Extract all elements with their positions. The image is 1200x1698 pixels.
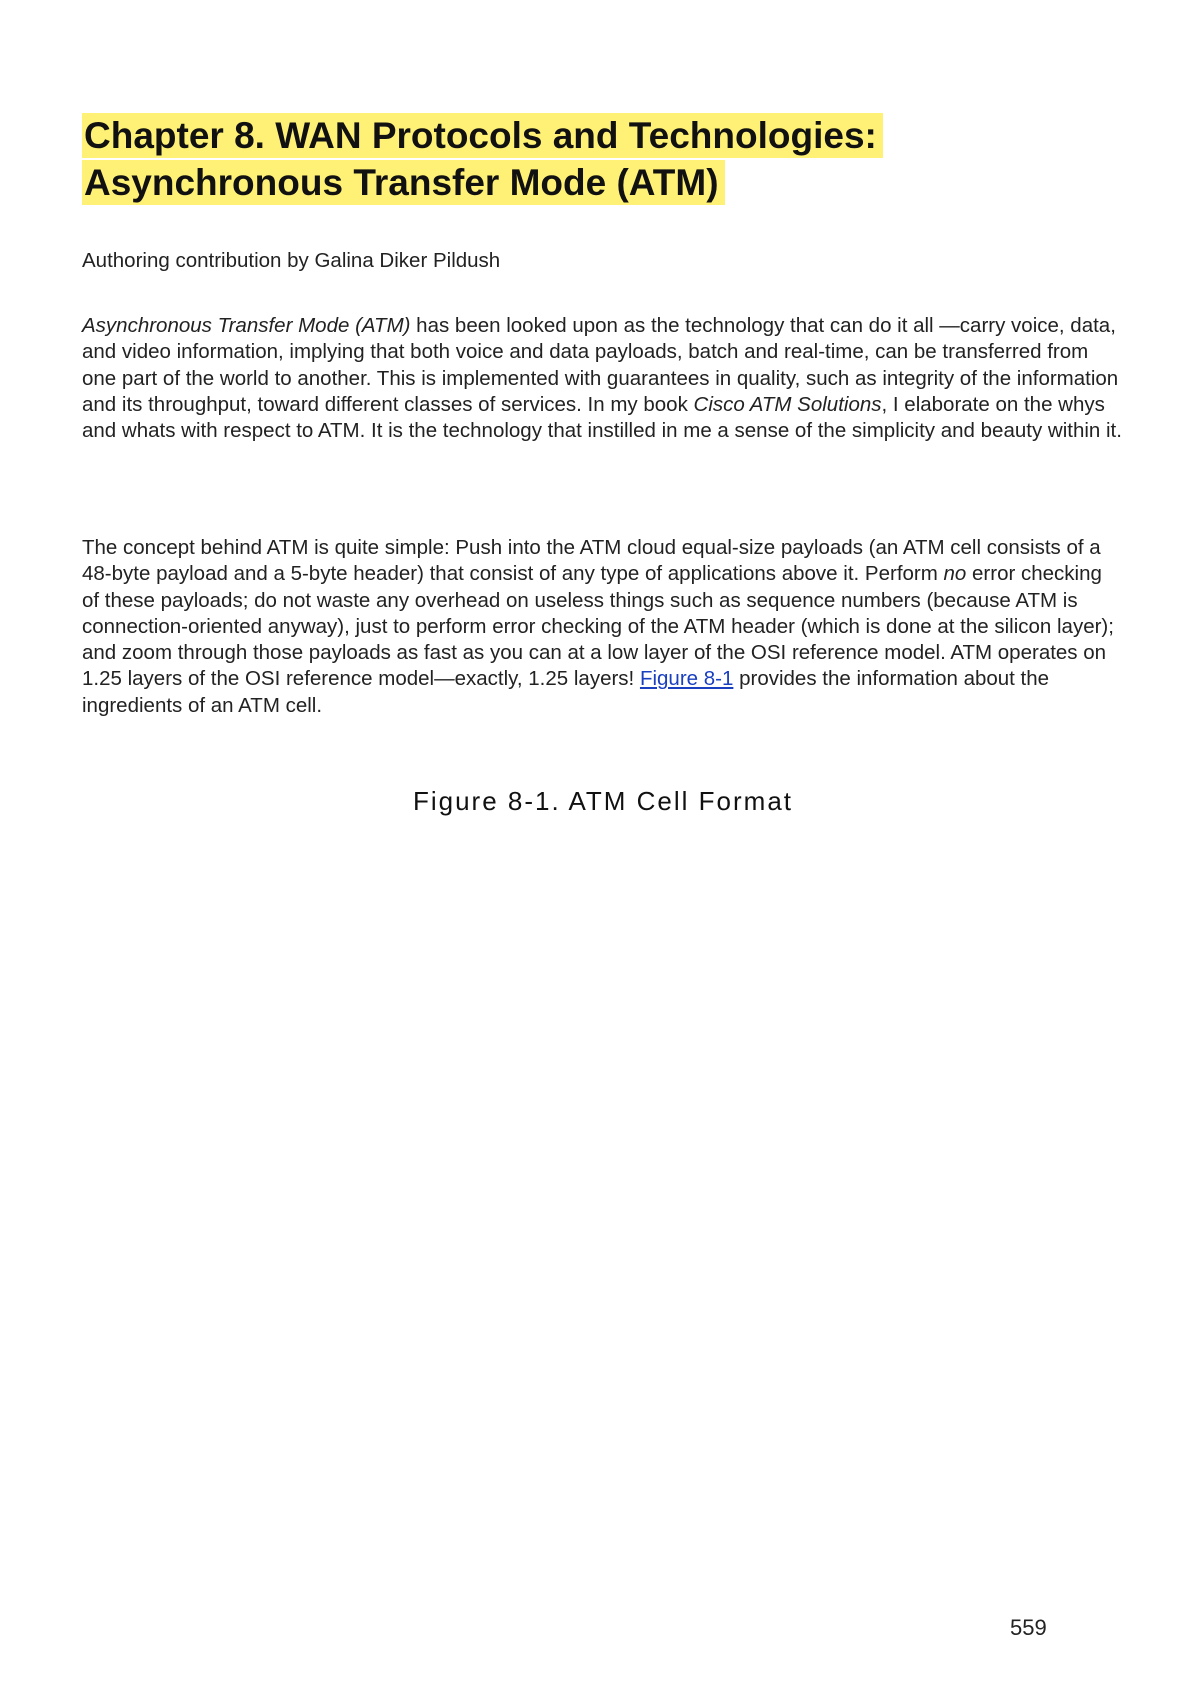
chapter-title-line-1: Chapter 8. WAN Protocols and Technologies:	[82, 113, 883, 158]
intro-paragraph	[82, 313, 1122, 444]
concept-text-c: provides the information about the ingredients of an ATM cell.	[82, 667, 1050, 717]
chapter-title-line-2: Asynchronous Transfer Mode (ATM)	[82, 160, 725, 205]
concept-text-a: The concept behind ATM is quite simple: Push into the ATM cloud equal-size payloads (an ATM cell consists of a 48-byte payload and a 5-byte header) that consist of any type of applications above it. Perform	[82, 536, 1101, 586]
author-byline: Authoring contribution by Galina Diker Pildush	[82, 249, 501, 272]
concept-paragraph	[82, 535, 1122, 719]
chapter-title	[82, 112, 1122, 206]
no-emphasis: no	[943, 562, 967, 586]
intro-text-a: has been looked upon as the technology that can do it all —carry voice, data, and video information, implying that both voice and data payloads, batch and real-time, can be transferred from one part of the world to another. This is implemented with guarantees in quality, such as integrity of the information and its throughput, toward different classes of services. In my book	[82, 314, 1119, 416]
page-number: 559	[1010, 1615, 1047, 1640]
intro-text-b: , I elaborate on the whys and whats with respect to ATM. It is the technology that instilled in me a sense of the simplicity and beauty within it.	[82, 392, 1122, 443]
concept-text-b: error checking of these payloads; do not waste any overhead on useless things such as sequence numbers (because ATM is connection-oriented anyway), just to perform error checking of the ATM header (which is done at the silicon layer); and zoom through those payloads as fast as you can at a low layer of the OSI reference model. ATM operates on 1.25 layers of the OSI reference model—exactly, 1.25 layers!	[82, 562, 1114, 691]
atm-term-italic: Asynchronous Transfer Mode (ATM)	[82, 314, 411, 337]
figure-8-1-link[interactable]: Figure 8-1	[639, 667, 734, 691]
figure-caption: Figure 8-1. ATM Cell Format	[412, 786, 794, 816]
book-title-italic: Cisco ATM Solutions	[693, 392, 882, 416]
